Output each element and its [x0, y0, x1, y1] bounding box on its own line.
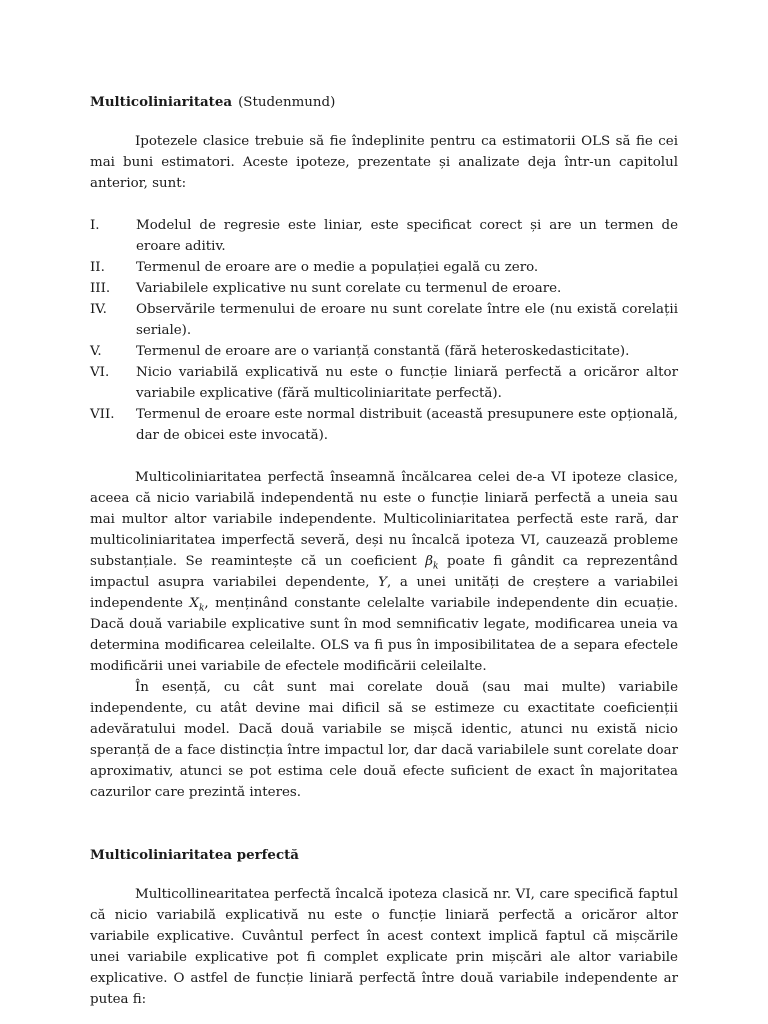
body-paragraph: Multicollinearitatea perfectă încalcă ipoteza clasică nr. VI, care specifică faptul că nicio variabilă explicativă nu este o funcție liniară perfectă a oricăror altor variabile explicative. Cuvântul perfect în acest context implică faptul că mișcările unei variabile explicative pot fi complet explicate prin mișcări ale altor variabile explicative. O astfel de funcție liniară perfectă între două variabile independente ar putea fi:: [90, 887, 678, 1007]
section-heading: Multicoliniaritatea perfectă: [90, 847, 299, 863]
intro-paragraph: Ipotezele clasice trebuie să fie îndeplinite pentru ca estimatorii OLS să fie cei mai buni estimatori. Aceste ipoteze, prezentate și analizate deja într-un capitolul anterior, sunt:: [90, 134, 678, 191]
body-paragraph: Multicoliniaritatea perfectă înseamnă încălcarea celei de-a VI ipoteze clasice, aceea că nicio variabilă independentă nu este o funcție liniară perfectă a uneia sau mai multor altor variabile independente. Multicoliniaritatea perfectă este rară, dar multicoliniaritatea imperfectă severă, deși nu încalcă ipoteza VI, cauzează probleme substanțiale. Se reamintește că un coeficient $\beta_k$ poate fi gândit ca reprezentând impactul asupra variabilei dependente, Y, a unei unități de creștere a variabilei independente $X_k$, menținând constante celelalte variabile independente din ecuație. Dacă două variabile explicative sunt în mod semnificativ legate, modificarea uneia va determina modificarea celeilalte. OLS va fi pus în imposibilitatea de a separa efectele modificării unei variabile de efectele modificării celeilalte.: [90, 470, 679, 674]
list-item: VII. Termenul de eroare este normal distribuit (această presupunere este opțională, dar de obicei este invocată).: [90, 407, 678, 443]
list-item: I. Modelul de regresie este liniar, este specificat corect și are un termen de eroare aditiv.: [90, 218, 678, 254]
hypotheses-list: [90, 215, 678, 446]
list-item: II. Termenul de eroare are o medie a populației egală cu zero.: [90, 260, 539, 275]
list-item: IV. Observările termenului de eroare nu sunt corelate între ele (nu există corelații seriale).: [90, 302, 678, 338]
list-item: V. Termenul de eroare are o varianță constantă (fără heteroskedasticitate).: [90, 344, 630, 359]
document-body: [90, 92, 678, 1010]
list-item: III. Variabilele explicative nu sunt corelate cu termenul de eroare.: [90, 281, 562, 296]
section-subtitle: (Studenmund): [238, 95, 336, 110]
x-symbol: $X_k$: [189, 596, 205, 614]
beta-symbol: $\beta_k$: [425, 554, 439, 572]
body-paragraph: În esență, cu cât sunt mai corelate două (sau mai multe) variabile independente, cu atât devine mai dificil să se estimeze cu exactitate coeficienții adevăratului model. Dacă două variabile se mișcă identic, atunci nu există nicio speranță de a face distincția între impactul lor, dar dacă variabilele sunt corelate doar aproximativ, atunci se pot estima cele două efecte suficient de exact în majoritatea cazurilor care prezintă interes.: [90, 680, 678, 800]
section-heading: [90, 92, 678, 113]
y-symbol: Y: [378, 575, 387, 590]
list-item: VI. Nicio variabilă explicativă nu este o funcție liniară perfectă a oricăror altor variabile explicative (fără multicoliniaritate perfectă).: [90, 365, 678, 401]
section-title: Multicoliniaritatea: [90, 94, 233, 110]
